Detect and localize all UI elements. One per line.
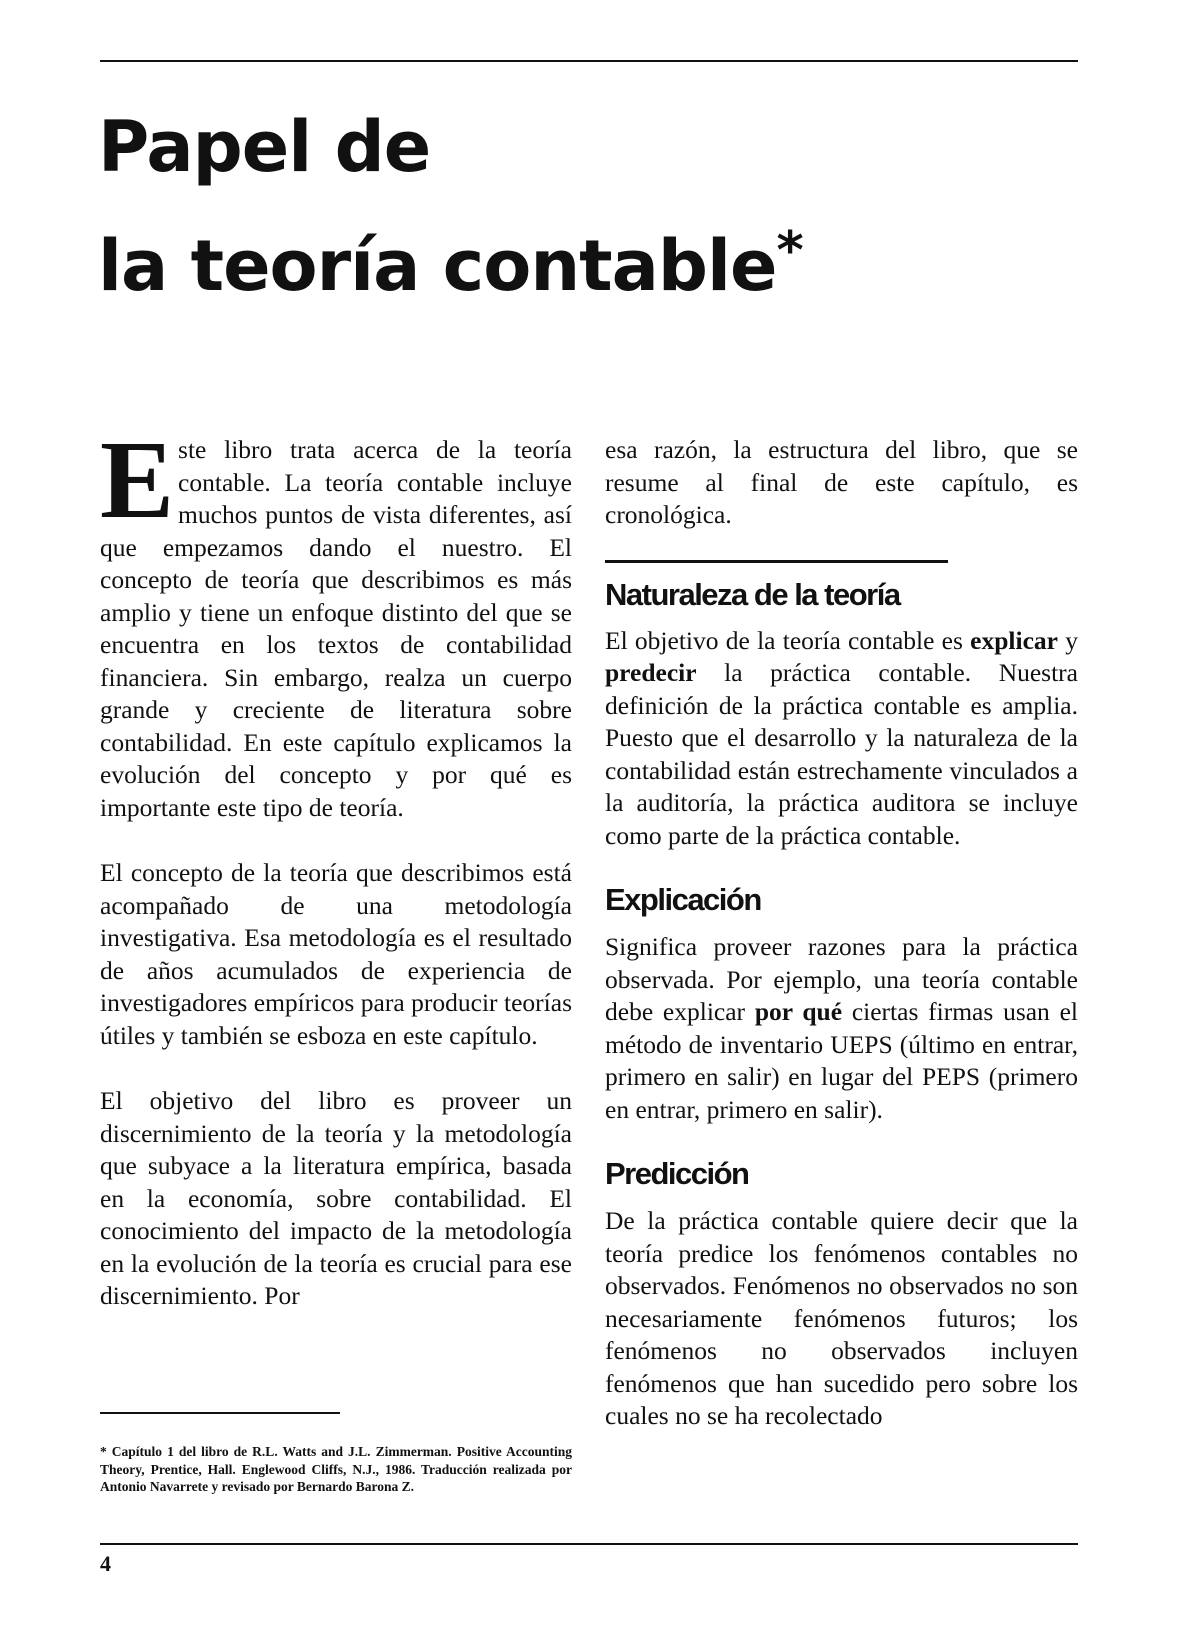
drop-cap: E <box>100 419 175 542</box>
section-heading-prediccion: Predicción <box>605 1156 749 1191</box>
title-line-1: Papel de <box>98 106 431 188</box>
paragraph-intro-text: ste libro trata acerca de la teoría contable. La teoría contable incluye muchos puntos de vista diferentes, así que empezamos dando el nuestro. El concepto de teoría que describimos es más amplio y tiene un enfoque distinto del que se encuentra en los textos de contabilidad financiera. Sin embargo, realza un cuerpo grande y creciente de literatura sobre contabilidad. En este capítulo explicamos la evolución del concepto y por qué es importante este tipo de teoría. <box>100 435 572 822</box>
body-text: De la práctica contable quiere decir que la teoría predice los fenómenos contables no observados. Fenómenos no observados no son necesariamente fenómenos futuros; los fenómenos no observados incluyen fenómenos que han sucedido pero sobre los cuales no se ha recolectado <box>605 1206 1078 1430</box>
paragraph-intro <box>100 419 572 824</box>
paragraph-continued: esa razón, la estructura del libro, que se resume al final de este capítulo, es cronológica. <box>605 435 1078 529</box>
footnote: * Capítulo 1 del libro de R.L. Watts and J.L. Zimmerman. Positive Accounting Theory, Prentice, Hall. Englewood Cliffs, N.J., 1986. Traducción realizada por Antonio Navarrete y revisado por Bernardo Barona Z. <box>100 1444 572 1494</box>
body-text: El objetivo de la teoría contable es <box>605 625 971 655</box>
title-line-2: la teoría contable <box>98 225 777 307</box>
page-number: 4 <box>100 1551 111 1576</box>
body-text: la práctica contable. Nuestra definición de la práctica contable es amplia. Puesto que el desarrollo y la naturaleza de la contabilidad están estrechamente vinculados a la auditoría, la práctica auditora se incluye como parte de la práctica contable. <box>605 658 1078 850</box>
body-text: ciertas firmas usan el método de inventario UEPS (último en entrar, primero en salir) en lugar del PEPS (primero en entrar, primero en salir). <box>605 997 1078 1124</box>
page-title <box>98 95 803 318</box>
right-column <box>605 434 1078 1433</box>
footnote-rule <box>100 1412 340 1414</box>
emphasis-text: predecir <box>605 658 697 687</box>
paragraph-methodology: El concepto de la teoría que describimos está acompañado de una metodología investigativa. Esa metodología es el resultado de años acumulados de experiencia de investigadores empíricos para producir teorías útiles y también se esboza en este capítulo. <box>100 858 572 1050</box>
section-body-prediccion <box>605 1205 1078 1433</box>
section-body-explicacion <box>605 931 1078 1126</box>
top-rule <box>100 60 1078 62</box>
bottom-rule <box>100 1543 1078 1545</box>
paragraph-objective: El objetivo del libro es proveer un discernimiento de la teoría y la metodología que subyace a la literatura empírica, basada en la economía, sobre contabilidad. El conocimiento del impacto de la metodología en la evolución de la teoría es crucial para ese discernimiento. Por <box>100 1086 572 1310</box>
title-footnote-mark: * <box>776 221 803 281</box>
emphasis-text: explicar <box>970 625 1058 655</box>
emphasis-text: por qué <box>754 997 843 1026</box>
body-text: Significa proveer razones para la práctica observada. Por ejemplo, una teoría contable debe explicar <box>605 932 1078 1026</box>
section-rule <box>605 560 948 563</box>
section-heading-explicacion: Explicación <box>605 882 761 917</box>
section-heading-naturaleza: Naturaleza de la teoría <box>605 576 900 612</box>
section-body-naturaleza <box>605 625 1078 853</box>
left-column <box>100 419 572 1313</box>
body-text: y <box>1057 625 1078 655</box>
